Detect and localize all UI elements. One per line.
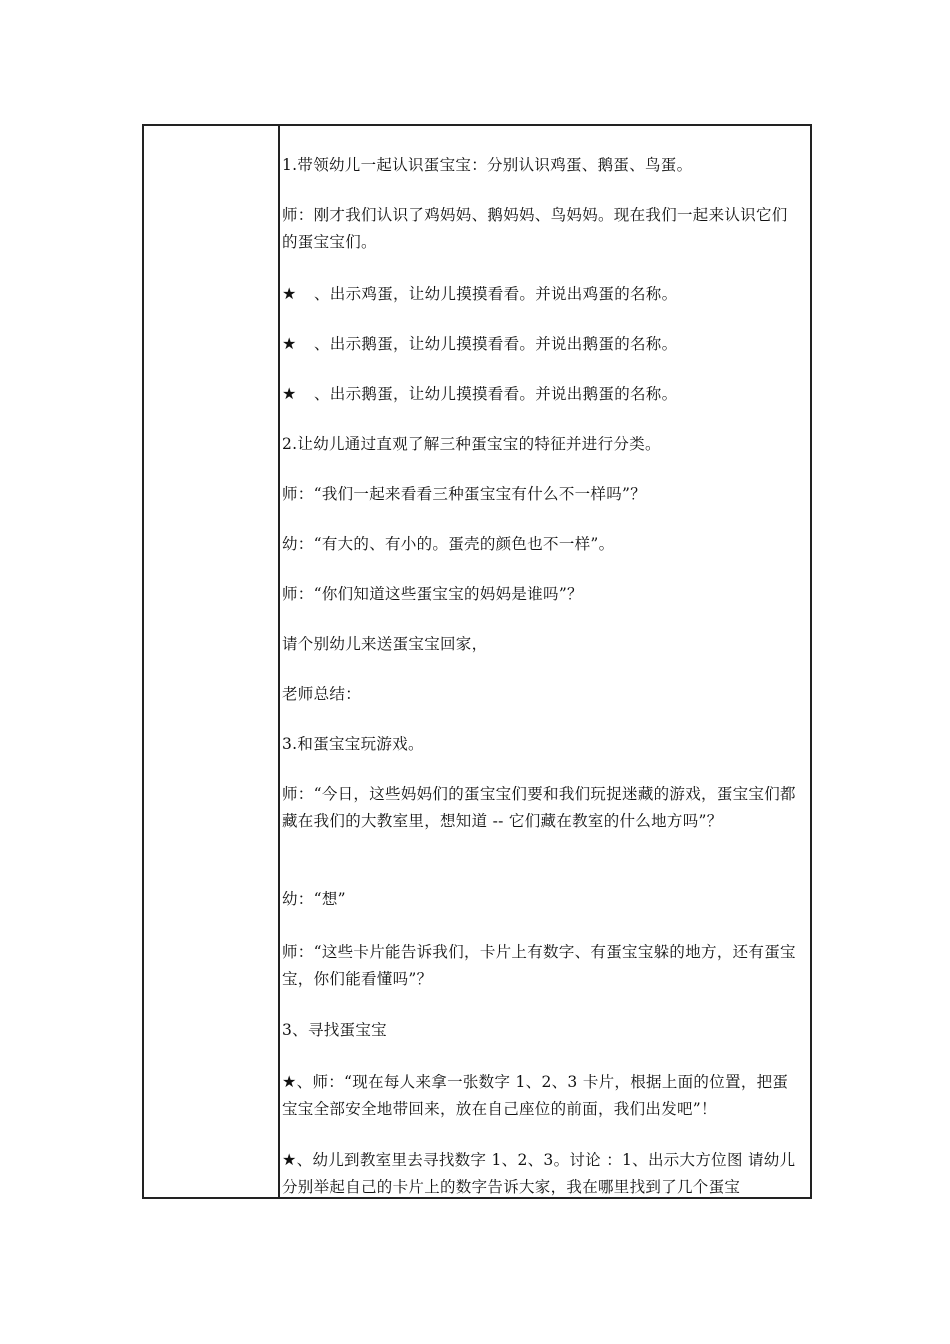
bullet-teacher-cards-instruction: ★、师：“现在每人来拿一张数字 1、2、3 卡片，根据上面的位置，把蛋宝宝全部安全地带回来，放在自己座位的前面，我们出发吧”！ [282,1068,802,1123]
bullet-goose-egg-1: ★ 、出示鹅蛋，让幼儿摸摸看看。并说出鹅蛋的名称。 [282,330,802,358]
star-icon: ★ [282,284,297,303]
star-icon: ★ [282,384,297,403]
child-answer-size-color: 幼：“有大的、有小的。蛋壳的颜色也不一样”。 [282,535,615,553]
step-1-heading: 1.带领幼儿一起认识蛋宝宝：分别认识鸡蛋、鹅蛋、鸟蛋。 [282,156,693,174]
find-eggs-heading: 3、寻找蛋宝宝 [282,1021,387,1039]
bullet-children-search: ★、幼儿到教室里去寻找数字 1、2、3。讨论 ：1、出示大方位图 请幼儿分别举起自己的卡片上的数字告诉大家，我在哪里找到了几个蛋宝 [282,1146,802,1201]
column-divider [278,126,280,1197]
child-answer-want: 幼：“想” [282,890,346,908]
content-cell [282,126,802,1197]
bullet-chicken-egg: ★ 、出示鸡蛋，让幼儿摸摸看看。并说出鸡蛋的名称。 [282,280,802,308]
star-icon: ★ [282,1150,297,1169]
step-2-heading: 2.让幼儿通过直观了解三种蛋宝宝的特征并进行分类。 [282,435,661,453]
lesson-table [142,124,812,1199]
bullet-goose-egg-2: ★ 、出示鹅蛋，让幼儿摸摸看看。并说出鹅蛋的名称。 [282,380,802,408]
send-eggs-home-paragraph: 请个别幼儿来送蛋宝宝回家， [282,635,488,653]
step-3-heading: 3.和蛋宝宝玩游戏。 [282,735,424,753]
teacher-question-difference: 师：“我们一起来看看三种蛋宝宝有什么不一样吗”？ [282,485,647,503]
star-icon: ★ [282,334,297,353]
teacher-intro-paragraph: 师：刚才我们认识了鸡妈妈、鹅妈妈、鸟妈妈。现在我们一起来认识它们的蛋宝宝们。 [282,206,788,251]
star-icon: ★ [282,1072,297,1091]
teacher-summary-label: 老师总结： [282,685,362,703]
teacher-question-mother: 师：“你们知道这些蛋宝宝的妈妈是谁吗”？ [282,585,583,603]
teacher-hide-and-seek-paragraph: 师：“今日，这些妈妈们的蛋宝宝们要和我们玩捉迷藏的游戏，蛋宝宝们都藏在我们的大教室里，想知道 -- 它们藏在教室的什么地方吗”？ [282,785,796,830]
left-column-cell [144,126,278,1197]
teacher-cards-paragraph: 师：“这些卡片能告诉我们，卡片上有数字、有蛋宝宝躲的地方，还有蛋宝宝，你们能看懂吗”？ [282,943,796,988]
